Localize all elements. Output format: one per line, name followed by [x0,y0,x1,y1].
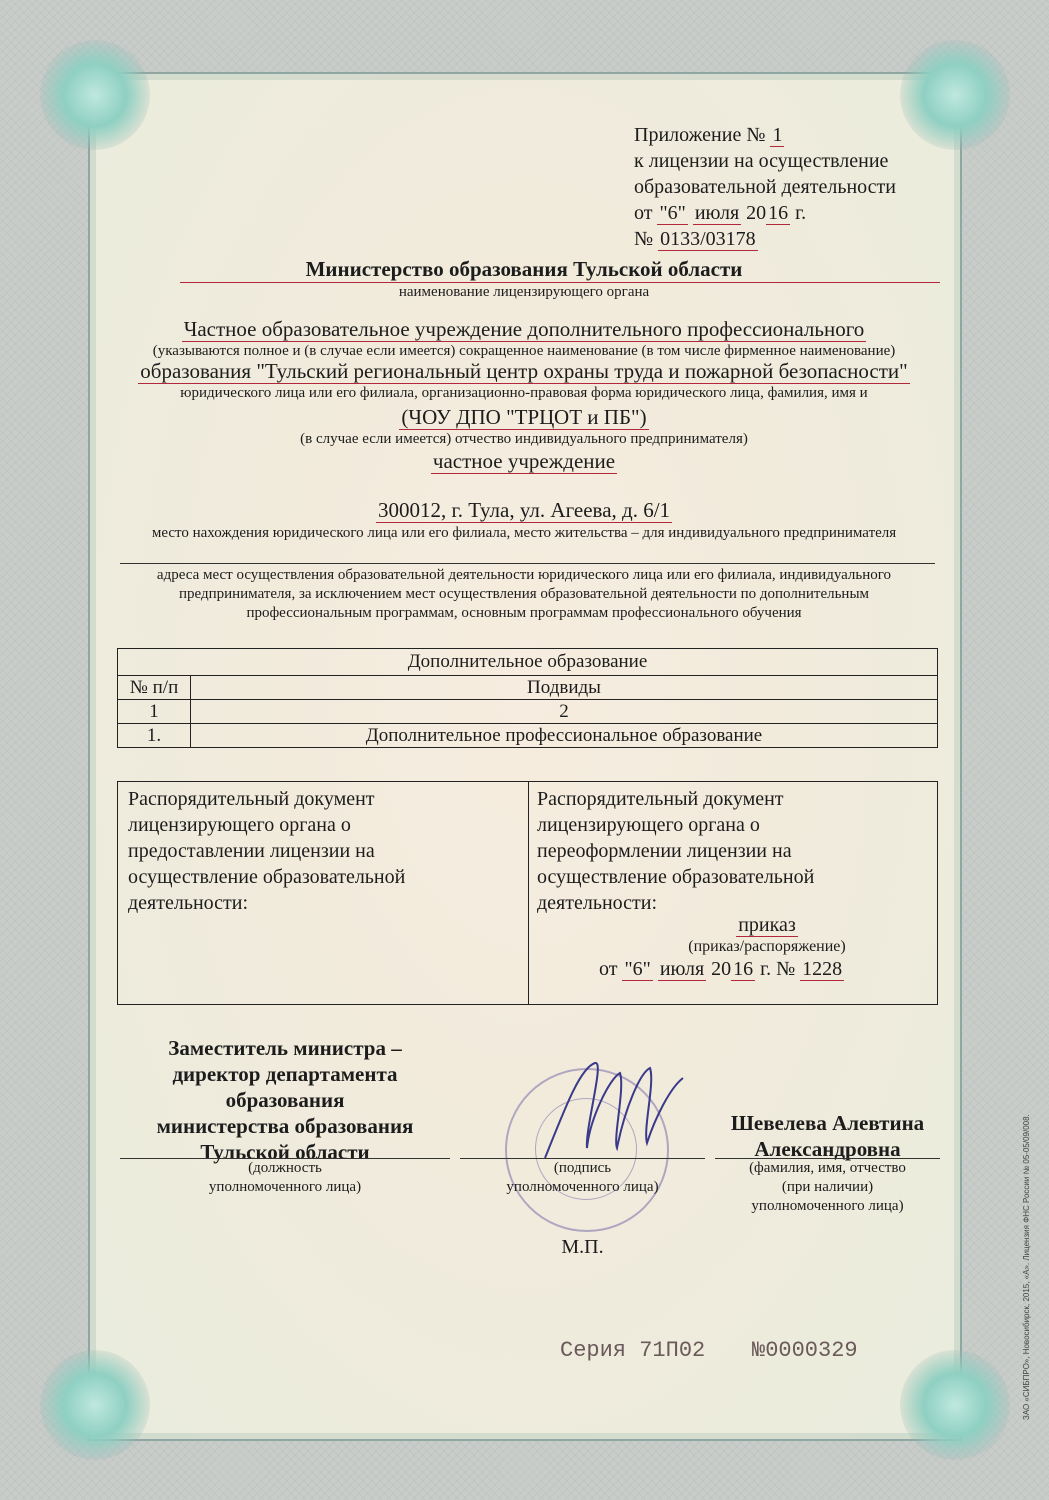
blank-number: №0000329 [752,1338,858,1363]
signatory-position: Заместитель министра – директор департамента образования министерства образования Тульской области [156,1036,414,1164]
ornament-corner-top-right [900,40,1010,150]
ornament-corner-top-left [40,40,150,150]
grant-document-text: Распорядительный документ лицензирующего органа о предоставлении лицензии на осуществление образовательной деятельности: [128,788,406,914]
licensee-caption3: (в случае если имеется) отчество индивидуального предпринимателя) [300,431,748,447]
licensee-name-line1: Частное образовательное учреждение дополнительного профессионального [183,317,865,341]
order-caption: (приказ/распоряжение) [688,938,846,955]
places-rule [120,563,935,564]
licensee-legal-form: частное учреждение [432,449,616,473]
authority-caption: наименование лицензирующего органа [398,284,650,300]
signature-caption: (подпись уполномоченного лица) [506,1160,659,1195]
blank-series: Серия 71П02 [560,1338,706,1363]
table-title: Дополнительное образование [118,649,938,676]
appendix-label: Приложение № [634,124,771,146]
authority-name: Министерство образования Тульской области [305,257,743,281]
appendix-number: 1 [772,124,783,146]
address-value: 300012, г. Тула, ул. Агеева, д. 6/1 [377,498,671,522]
appendix-line3: образовательной деятельности [634,176,896,198]
table-cell-number: 1. [118,724,191,748]
order-type: приказ [738,914,796,936]
appendix-date: от "6" июля 20 16 г. [634,202,807,224]
table-header-number: № п/п [118,676,191,700]
licensee-short-name: (ЧОУ ДПО "ТРЦОТ и ПБ") [401,405,647,429]
places-caption: адреса мест осуществления образовательной деятельности юридического лица или его филиала, индивидуального предпринимателя, за исключением мест осуществления образовательной деятельности по дополнительным профессиональным программам, основным программам профессионального обучения [156,567,892,621]
ornament-corner-bottom-left [40,1350,150,1460]
order-date-number: от "6" июля 20 16 г. № 1228 [599,958,843,980]
appendix-header [634,122,896,252]
grant-document-box [117,781,529,1005]
table-header-subtypes: Подвиды [191,676,938,700]
ornament-corner-bottom-right [900,1350,1010,1460]
licensee-name-line2: образования "Тульский региональный центр охраны труда и пожарной безопасности" [140,359,908,383]
license-number: № 0133/03178 [634,228,756,250]
side-print: ЗАО «СИБПРО», Новосибирск, 2015, «А». Лицензия ФНС России № 05-05/09/008. [1022,1114,1031,1420]
authority-rule [180,282,940,283]
education-table [117,648,938,748]
position-caption: (должность уполномоченного лица) [208,1160,362,1195]
signatory-name: Шевелева Алевтина Александровна [730,1111,925,1161]
name-caption: (фамилия, имя, отчество (при наличии) уполномоченного лица) [749,1160,906,1214]
reissue-document-box [527,781,938,1005]
table-row [118,724,938,748]
licensee-caption2: юридического лица или его филиала, организационно-правовая форма юридического лица, фамилия, имя и [180,385,868,401]
appendix-line2: к лицензии на осуществление [634,150,889,172]
licensee-caption1: (указываются полное и (в случае если имеется) сокращенное наименование (в том числе фирменное наименование) [152,343,896,359]
table-col-index-2: 2 [191,700,938,724]
reissue-document-text: Распорядительный документ лицензирующего органа о переоформлении лицензии на осуществление образовательной деятельности: [537,788,815,914]
seal-mark: М.П. [561,1236,604,1258]
table-col-index-1: 1 [118,700,191,724]
address-caption: место нахождения юридического лица или его филиала, место жительства – для индивидуального предпринимателя [151,525,897,541]
table-cell-value: Дополнительное профессиональное образование [191,724,938,748]
